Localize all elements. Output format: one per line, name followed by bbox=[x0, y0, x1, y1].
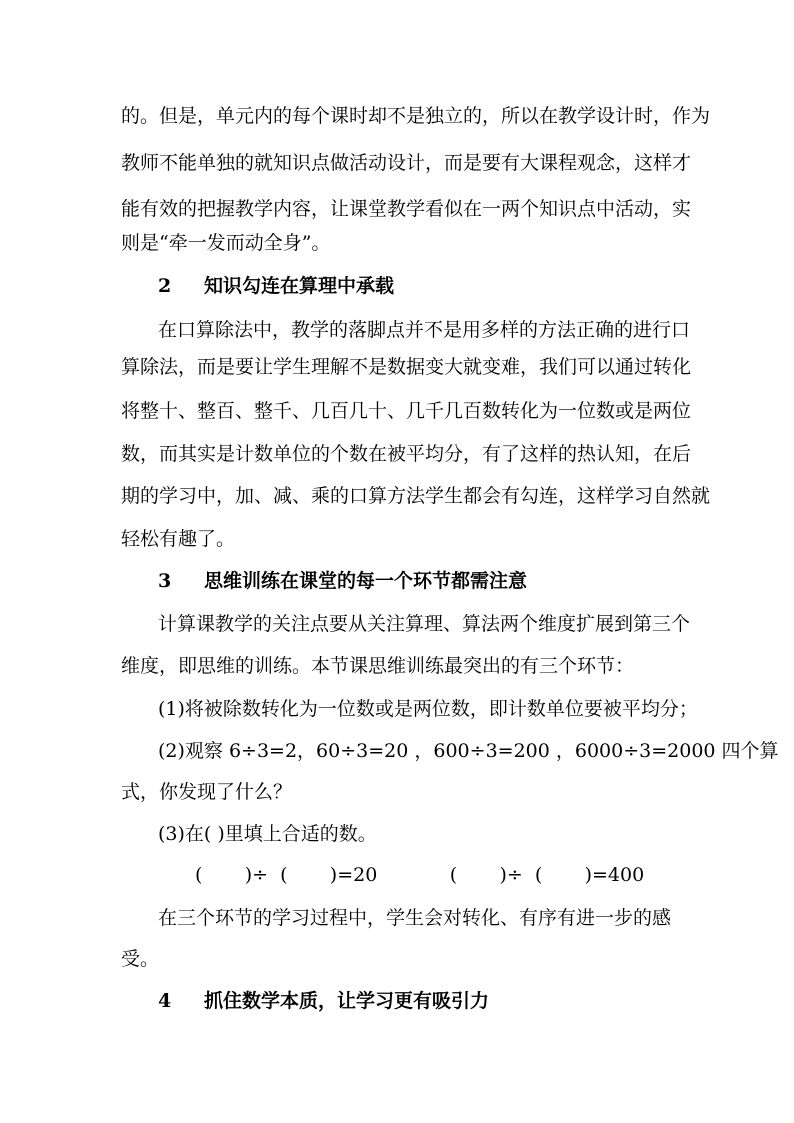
paragraph-line: 教师不能单独的就知识点做活动设计，而是要有大课程观念，这样才 bbox=[121, 152, 692, 174]
list-item: (1)将被除数转化为一位数或是两位数，即计数单位要被平均分； bbox=[158, 698, 698, 720]
heading-text: 知识勾连在算理中承载 bbox=[204, 275, 395, 297]
section-heading-4 bbox=[158, 989, 489, 1013]
section-heading-2 bbox=[158, 274, 394, 298]
paragraph-line: 的。但是，单元内的每个课时却不是独立的，所以在教学设计时，作为 bbox=[121, 105, 711, 127]
fill-in-blank-exercise: ( )÷ ( )=20 ( )÷ ( )=400 bbox=[195, 864, 645, 886]
paragraph-line: 数，而其实是计数单位的个数在被平均分，有了这样的热认知，在后 bbox=[121, 443, 692, 465]
list-item: (2)观察 6÷3=2，60÷3=20 ，600÷3=200 ，6000÷3=2000 四个算 bbox=[158, 740, 779, 762]
section-heading-3 bbox=[158, 569, 527, 593]
list-item: (3)在( )里填上合适的数。 bbox=[158, 823, 377, 845]
heading-number: 3 bbox=[158, 570, 172, 592]
heading-text: 思维训练在课堂的每一个环节都需注意 bbox=[204, 570, 528, 592]
paragraph-line: 受。 bbox=[121, 948, 160, 970]
paragraph-line: 轻松有趣了。 bbox=[121, 528, 236, 550]
paragraph-line: 则是“牵一发而动全身”。 bbox=[121, 232, 331, 254]
heading-text: 抓住数学本质，让学习更有吸引力 bbox=[204, 990, 490, 1012]
paragraph-line: 计算课教学的关注点要从关注算理、算法两个维度扩展到第三个 bbox=[158, 613, 691, 635]
paragraph-line: 期的学习中，加、减、乘的口算方法学生都会有勾连，这样学习自然就 bbox=[121, 485, 711, 507]
paragraph-line: 在三个环节的学习过程中，学生会对转化、有序有进一步的感 bbox=[158, 907, 672, 929]
list-item-continuation: 式，你发现了什么？ bbox=[121, 781, 293, 803]
paragraph-line: 维度，即思维的训练。本节课思维训练最突出的有三个环节： bbox=[121, 655, 635, 677]
paragraph-line: 能有效的把握教学内容，让课堂教学看似在一两个知识点中活动，实 bbox=[121, 198, 692, 220]
heading-number: 4 bbox=[158, 990, 172, 1012]
paragraph-line: 将整十、整百、整千、几百几十、几千几百数转化为一位数或是两位 bbox=[121, 400, 692, 422]
paragraph-line: 在口算除法中，教学的落脚点并不是用多样的方法正确的进行口 bbox=[158, 319, 691, 341]
heading-number: 2 bbox=[158, 275, 172, 297]
paragraph-line: 算除法，而是要让学生理解不是数据变大就变难，我们可以通过转化 bbox=[121, 356, 692, 378]
